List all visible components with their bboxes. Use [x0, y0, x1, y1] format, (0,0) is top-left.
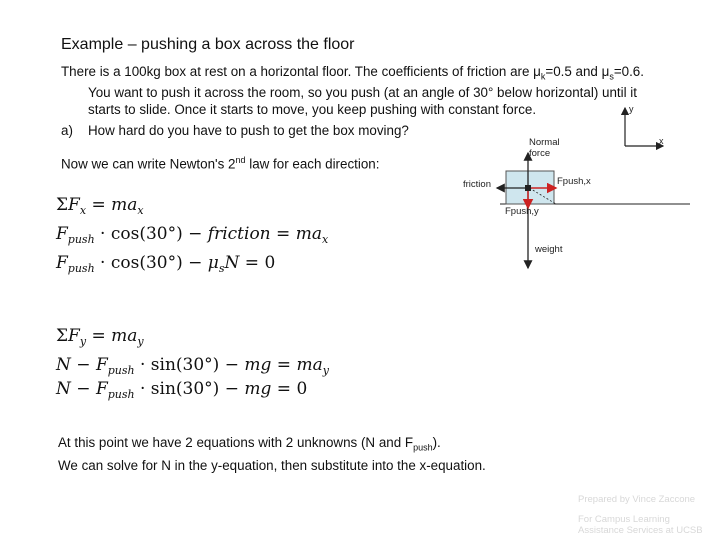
footer-credit: Prepared by Vince Zaccone: [578, 494, 696, 505]
eq-y-2: $N - F_{push} \cdot \sin(30^\circ)$ − mg = $ma_y$: [56, 355, 329, 377]
eq-y-3: $N - F_{push} \cdot \sin(30^\circ)$ − mg = 0: [56, 379, 308, 401]
newton-intro: Now we can write Newton's 2nd law for each direction:: [61, 155, 380, 172]
question-label: a): [61, 123, 73, 138]
weight-label: weight: [535, 244, 563, 255]
eq-y-1: $\Sigma F_y = ma_y$: [56, 326, 144, 348]
axis-x-label: x: [659, 136, 664, 146]
axis-y-label: y: [629, 104, 634, 114]
conclusion-text: [58, 434, 486, 474]
question-text: How hard do you have to push to get the box moving?: [88, 123, 409, 138]
eq-x-3: $F_{push} \cdot \cos(30^\circ) - \mu_sN = 0$: [56, 253, 276, 275]
problem-line-2: You want to push it across the room, so you push (at an angle of 30° below horizontal) until it: [88, 85, 637, 101]
footer-affiliation: For Campus Learning Assistance Services at UCSB: [578, 514, 703, 536]
conclusion-line-1: At this point we have 2 equations with 2 unknowns (N and $F_{push}$).: [58, 435, 441, 453]
problem-line-1: There is a 100kg box at rest on a horizontal floor. The coefficients of friction are $\mu_k=0.5$ and $\mu_s=0.6$.: [61, 64, 644, 82]
eq-x-1: $\Sigma F_x = ma_x$: [56, 195, 144, 217]
eq-x-2: $F_{push} \cdot \cos(30^\circ)$ − friction = $ma_x$: [56, 224, 329, 246]
problem-line-3: starts to slide. Once it starts to move, you keep pushing with constant force.: [88, 101, 537, 117]
question-a: [61, 123, 409, 138]
fpush-x-label: Fpush,x: [557, 176, 591, 187]
page-title: Example – pushing a box across the floor: [61, 36, 355, 53]
friction-label: friction: [463, 179, 491, 190]
conclusion-line-2: We can solve for N in the y-equation, then substitute into the x-equation.: [58, 457, 486, 473]
normal-force-label: Normal force: [529, 137, 560, 159]
fpush-y-label: Fpush,y: [505, 206, 539, 217]
